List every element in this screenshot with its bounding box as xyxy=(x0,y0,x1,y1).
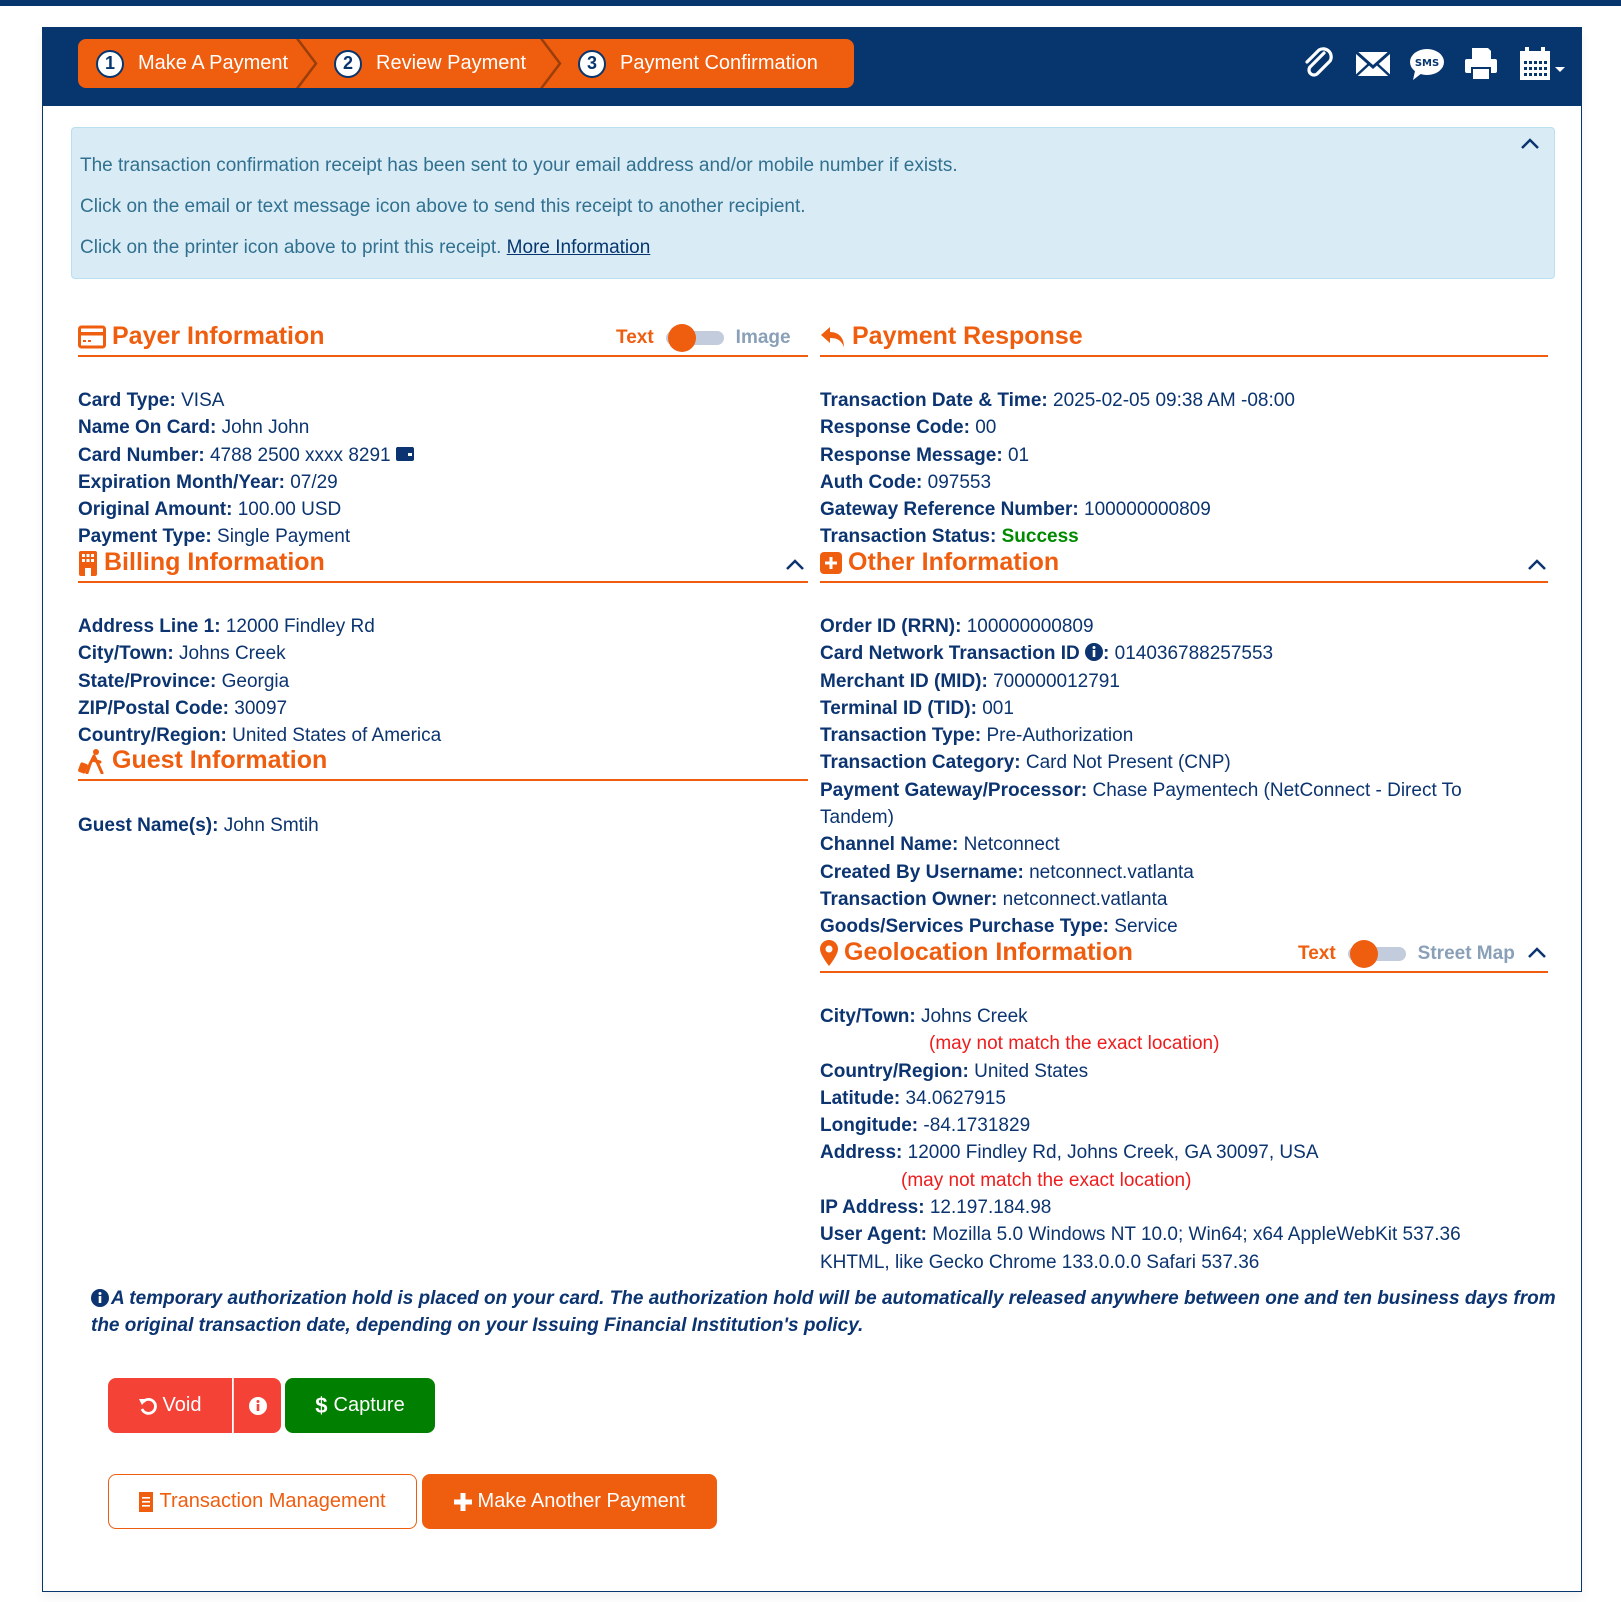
payer-view-toggle[interactable] xyxy=(616,327,791,349)
field-terminal-id: Terminal ID (TID): 001 xyxy=(820,697,1014,719)
field-auth-code: Auth Code: 097553 xyxy=(820,471,992,493)
void-button[interactable] xyxy=(108,1378,232,1433)
field-country: Country/Region: United States of America xyxy=(78,725,442,747)
calendar-icon[interactable] xyxy=(1516,45,1568,83)
step-chevron-icon xyxy=(294,39,320,88)
more-information-link[interactable]: More Information xyxy=(506,237,651,258)
receipt-icon xyxy=(139,1492,153,1512)
toggle-label-street-map: Street Map xyxy=(1417,943,1515,964)
step-make-payment[interactable] xyxy=(78,39,318,88)
field-state: State/Province: Georgia xyxy=(78,670,290,692)
chevron-up-icon[interactable] xyxy=(1527,945,1547,959)
receipt-panel xyxy=(42,27,1582,1592)
authorization-hold-note xyxy=(91,1285,1571,1339)
step-label: Payment Confirmation xyxy=(620,52,818,74)
field-geo-country: Country/Region: United States xyxy=(820,1060,1089,1082)
location-disclaimer: (may not match the exact location) xyxy=(929,1033,1220,1055)
field-transaction-category: Transaction Category: Card Not Present (CNP) xyxy=(820,752,1231,774)
info-icon xyxy=(249,1397,267,1415)
sms-icon[interactable] xyxy=(1408,45,1446,83)
alert-line-3 xyxy=(80,237,650,259)
geo-fields xyxy=(820,1003,1520,1276)
field-city: City/Town: Johns Creek xyxy=(78,643,286,665)
chevron-up-icon[interactable] xyxy=(1527,557,1547,571)
top-bar xyxy=(0,0,1621,6)
other-fields xyxy=(820,613,1510,941)
field-name-on-card: Name On Card: John John xyxy=(78,417,310,439)
confirmation-alert xyxy=(71,127,1555,279)
info-icon xyxy=(91,1289,109,1307)
dollar-icon: $ xyxy=(315,1392,328,1418)
guest-information-heading xyxy=(78,746,808,781)
field-transaction-type: Transaction Type: Pre-Authorization xyxy=(820,725,1134,747)
field-transaction-owner: Transaction Owner: netconnect.vatlanta xyxy=(820,888,1168,910)
traveler-icon xyxy=(78,748,106,774)
building-icon xyxy=(78,550,98,576)
field-geo-address: Address: 12000 Findley Rd, Johns Creek, GA 30097, USA xyxy=(820,1142,1319,1164)
transaction-management-button[interactable] xyxy=(108,1474,417,1529)
section-title: Billing Information xyxy=(104,548,325,576)
section-title: Other Information xyxy=(848,548,1060,576)
printer-icon[interactable] xyxy=(1462,45,1500,83)
chevron-up-icon[interactable] xyxy=(1520,136,1540,150)
capture-label: Capture xyxy=(333,1394,405,1416)
step-number: 2 xyxy=(334,50,362,78)
field-expiration: Expiration Month/Year: 07/29 xyxy=(78,471,338,493)
section-title: Guest Information xyxy=(112,746,328,774)
geo-view-toggle[interactable] xyxy=(1298,943,1515,965)
plus-square-icon xyxy=(820,552,842,574)
credit-card-icon xyxy=(78,325,106,349)
field-card-network-transaction-id: Card Network Transaction ID : 014036788257553 xyxy=(820,643,1274,665)
toggle-label-text: Text xyxy=(1298,943,1336,964)
field-payment-gateway: Payment Gateway/Processor: Chase Paymentech (NetConnect - Direct To Tandem) xyxy=(820,779,1462,829)
toggle-label-image: Image xyxy=(735,327,791,348)
toggle-knob xyxy=(668,324,696,352)
section-title: Payer Information xyxy=(112,322,325,350)
field-transaction-status: Transaction Status: Success xyxy=(820,526,1079,548)
field-channel-name: Channel Name: Netconnect xyxy=(820,834,1060,856)
toggle-switch[interactable] xyxy=(1348,947,1406,961)
chevron-up-icon[interactable] xyxy=(785,557,805,571)
field-longitude: Longitude: -84.1731829 xyxy=(820,1115,1031,1137)
capture-button[interactable] xyxy=(285,1378,435,1433)
field-transaction-datetime: Transaction Date & Time: 2025-02-05 09:38 AM -08:00 xyxy=(820,390,1295,411)
other-information-heading xyxy=(820,548,1548,583)
field-response-message: Response Message: 01 xyxy=(820,444,1030,466)
step-chevron-icon xyxy=(538,39,564,88)
field-merchant-id: Merchant ID (MID): 700000012791 xyxy=(820,670,1120,692)
payment-response-heading xyxy=(820,322,1548,357)
payment-stepper xyxy=(78,39,854,88)
field-purchase-type: Goods/Services Purchase Type: Service xyxy=(820,916,1178,938)
field-card-type: Card Type: VISA xyxy=(78,390,225,411)
header-bar xyxy=(43,27,1582,106)
void-label: Void xyxy=(162,1394,202,1416)
make-another-payment-button[interactable] xyxy=(422,1474,717,1529)
alert-line-3-text: Click on the printer icon above to print this receipt. xyxy=(80,237,502,258)
map-marker-icon xyxy=(820,940,838,966)
field-card-number: Card Number: 4788 2500 xxxx 8291 xyxy=(78,442,808,469)
section-title: Payment Response xyxy=(852,322,1083,350)
step-payment-confirmation[interactable] xyxy=(562,39,818,88)
step-number: 1 xyxy=(96,50,124,78)
note-text: A temporary authorization hold is placed on your card. The authorization hold will be automatically released anywhere between one and ten business days from the original transaction date, depending on your Issuing Financial Institution's policy. xyxy=(91,1288,1556,1336)
field-gateway-reference: Gateway Reference Number: 100000000809 xyxy=(820,499,1211,521)
alert-line-2: Click on the email or text message icon above to send this receipt to another recipient. xyxy=(80,196,806,217)
undo-icon xyxy=(139,1397,157,1415)
alert-line-1: The transaction confirmation receipt has been sent to your email address and/or mobile number if exists. xyxy=(80,155,958,176)
guest-fields xyxy=(78,812,808,839)
section-title: Geolocation Information xyxy=(844,938,1133,966)
field-created-by: Created By Username: netconnect.vatlanta xyxy=(820,861,1194,883)
toggle-switch[interactable] xyxy=(666,331,724,345)
field-zip: ZIP/Postal Code: 30097 xyxy=(78,697,288,719)
header-actions xyxy=(1300,45,1568,83)
status-badge: Success xyxy=(1001,526,1079,548)
reply-icon xyxy=(820,326,846,348)
location-disclaimer: (may not match the exact location) xyxy=(901,1169,1192,1191)
field-address-line-1: Address Line 1: 12000 Findley Rd xyxy=(78,616,375,637)
make-another-payment-label: Make Another Payment xyxy=(477,1490,686,1512)
caret-down-icon xyxy=(1555,67,1565,72)
field-payment-type: Payment Type: Single Payment xyxy=(78,526,351,548)
svg-text:SMS: SMS xyxy=(1414,58,1440,69)
step-number: 3 xyxy=(578,50,606,78)
field-geo-city: City/Town: Johns Creek xyxy=(820,1006,1028,1027)
wallet-icon[interactable] xyxy=(396,446,414,462)
field-order-id: Order ID (RRN): 100000000809 xyxy=(820,616,1094,637)
field-ip-address: IP Address: 12.197.184.98 xyxy=(820,1197,1052,1219)
field-user-agent: User Agent: Mozilla 5.0 Windows NT 10.0; Win64; x64 AppleWebKit 537.36 KHTML, like Gecko Chrome 133.0.0.0 Safari 537.36 xyxy=(820,1224,1461,1273)
payer-fields xyxy=(78,387,808,551)
transaction-management-label: Transaction Management xyxy=(159,1490,386,1512)
field-latitude: Latitude: 34.0627915 xyxy=(820,1087,1006,1109)
envelope-icon[interactable] xyxy=(1354,45,1392,83)
step-review-payment[interactable] xyxy=(318,39,562,88)
step-label: Make A Payment xyxy=(138,52,289,74)
field-guest-names: Guest Name(s): John Smtih xyxy=(78,815,319,836)
billing-fields xyxy=(78,613,808,749)
field-original-amount: Original Amount: 100.00 USD xyxy=(78,499,342,521)
void-info-button[interactable] xyxy=(233,1378,281,1433)
info-icon[interactable] xyxy=(1085,643,1103,661)
toggle-knob xyxy=(1350,940,1378,968)
paperclip-icon[interactable] xyxy=(1300,45,1338,83)
response-fields xyxy=(820,387,1550,551)
step-label: Review Payment xyxy=(376,52,527,74)
plus-icon xyxy=(454,1493,472,1511)
billing-information-heading xyxy=(78,548,808,583)
field-response-code: Response Code: 00 xyxy=(820,417,997,439)
toggle-label-text: Text xyxy=(616,327,654,348)
